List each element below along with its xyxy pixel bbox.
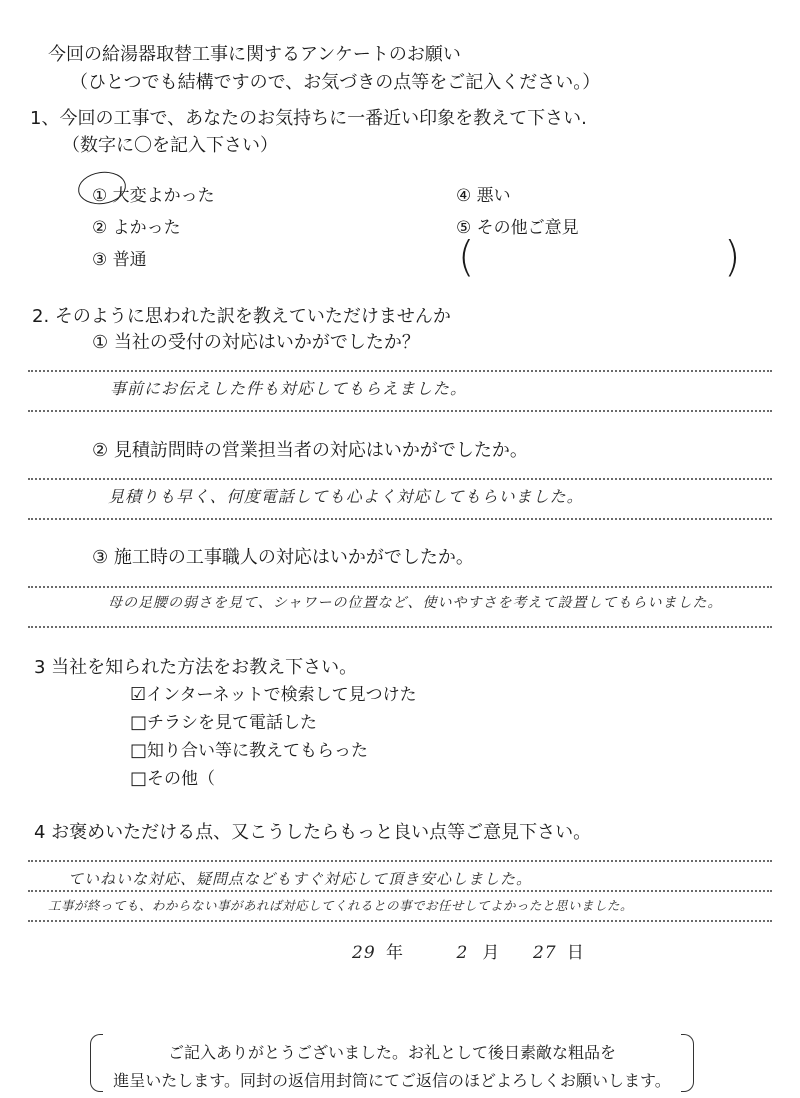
q3-option-other[interactable]	[130, 764, 215, 789]
q1-other-open-paren: (	[458, 232, 475, 281]
answer-line	[28, 860, 772, 862]
q3-option-referral[interactable]	[130, 736, 368, 761]
note-line-1: ご記入ありがとうございました。お礼として後日素敵な粗品を	[167, 1043, 616, 1062]
q1-option-1[interactable]: ① 大変よかった	[92, 186, 215, 206]
checkbox-icon[interactable]: □	[130, 740, 148, 761]
answer-line	[28, 478, 772, 480]
q4-answer-line2[interactable]: 工事が終っても、わからない事があれば対応してくれるとの事でお任せしてよかったと思いました。	[48, 898, 634, 913]
q1-other-close-paren: )	[724, 232, 741, 281]
q3-option-flyer[interactable]	[130, 708, 317, 733]
q3-question: 3 当社を知られた方法をお教え下さい。	[34, 657, 358, 678]
q3-option-referral-label: 知り合い等に教えてもらった	[147, 741, 369, 761]
q1-option-4[interactable]: ④ 悪い	[456, 186, 511, 206]
date-day-label: 日	[566, 943, 584, 963]
q2-sub1-question: ① 当社の受付の対応はいかがでしたか？	[92, 332, 420, 353]
q2-sub2-answer[interactable]: 見積りも早く、何度電話しても心よく対応してもらいました。	[108, 487, 584, 506]
q3-option-other-label: その他（	[147, 769, 216, 789]
q2-sub3-answer[interactable]: 母の足腰の弱さを見て、シャワーの位置など、使いやすさを考えて設置してもらいました。	[108, 595, 723, 611]
answer-line	[28, 410, 772, 412]
note-line-2: 進呈いたします。同封の返信用封筒にてご返信のほどよろしくお願いします。	[113, 1071, 671, 1090]
date-year-label: 年	[386, 943, 403, 963]
answer-line	[28, 890, 772, 892]
q1-option-3[interactable]: ③ 普通	[92, 250, 147, 270]
q2-question: 2. そのように思われた訳を教えていただけませんか	[32, 306, 451, 327]
checkbox-icon[interactable]: □	[130, 712, 148, 733]
date-year-value[interactable]: 29	[352, 943, 376, 963]
q4-answer-line1[interactable]: ていねいな対応、疑問点などもすぐ対応して頂き安心しました。	[68, 870, 533, 888]
q1-option-2[interactable]: ② よかった	[92, 218, 181, 238]
q2-sub1-answer[interactable]: 事前にお伝えした件も対応してもらえました。	[110, 379, 468, 398]
date-month-value[interactable]: 2	[456, 943, 469, 963]
survey-title: 今回の給湯器取替工事に関するアンケートのお願い	[48, 44, 461, 65]
q1-question: 1、今回の工事で、あなたのお気持ちに一番近い印象を教えて下さい.	[30, 108, 587, 129]
answer-line	[28, 518, 772, 520]
answer-line	[28, 920, 772, 922]
q3-option-flyer-label: チラシを見て電話した	[147, 713, 318, 733]
answer-line	[28, 586, 772, 588]
answer-line	[28, 370, 772, 372]
checkbox-icon[interactable]: □	[130, 768, 148, 789]
q4-question: 4 お褒めいただける点、又こうしたらもっと良い点等ご意見下さい。	[34, 822, 592, 843]
answer-line	[28, 626, 772, 628]
q2-sub3-question: ③ 施工時の工事職人の対応はいかがでしたか。	[92, 547, 474, 568]
q1-option-5[interactable]: ⑤ その他ご意見	[456, 218, 579, 238]
q3-option-internet-label: インターネットで検索して見つけた	[146, 685, 417, 705]
date-month-label: 月	[482, 943, 500, 963]
date-day-value[interactable]: 27	[532, 943, 557, 963]
q2-sub2-question: ② 見積訪問時の営業担当者の対応はいかがでしたか。	[92, 440, 528, 461]
q3-option-internet[interactable]	[130, 680, 417, 705]
checked-box-icon[interactable]: ☑	[130, 684, 147, 705]
survey-subtitle: （ひとつでも結構ですので、お気づきの点等をご記入ください。）	[70, 72, 601, 93]
q1-instruction: （数字に〇を記入下さい）	[62, 135, 278, 156]
date-row	[352, 938, 584, 963]
thank-you-note	[90, 1030, 694, 1092]
